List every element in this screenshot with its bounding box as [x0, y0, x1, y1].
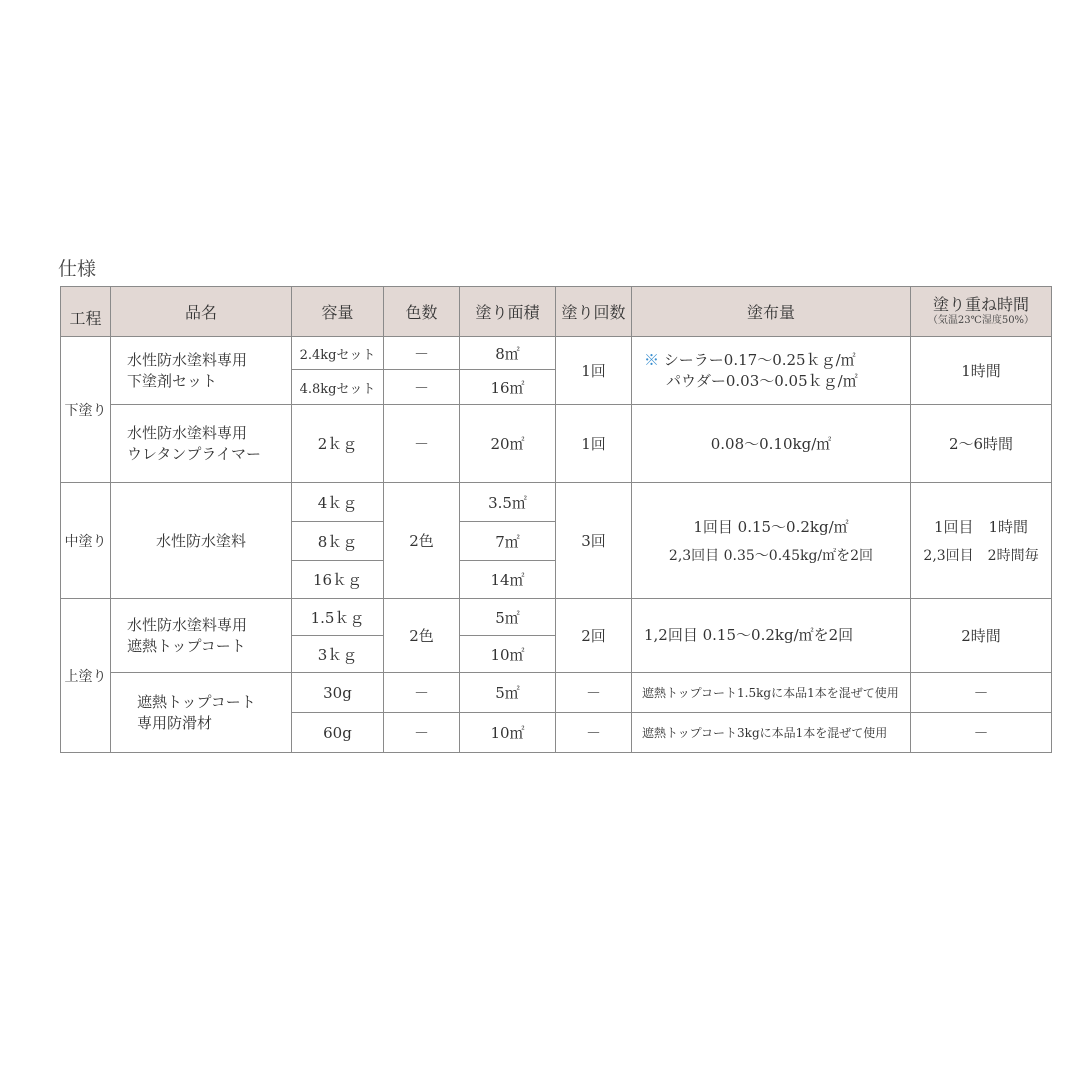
capacity-cell: 3ｋｇ — [292, 636, 384, 673]
colors-cell: 2色 — [384, 483, 460, 599]
area-cell: 10㎡ — [460, 713, 556, 753]
coverage-midcoat — [632, 483, 911, 599]
capacity-cell: 2ｋｇ — [292, 405, 384, 483]
coats-cell: 2回 — [556, 599, 632, 673]
product-heat-shield-line2: 遮熱トップコート — [127, 636, 246, 655]
product-urethane-primer-line1: 水性防水塗料専用 — [127, 423, 248, 442]
capacity-cell: 2.4kgセット — [292, 337, 384, 370]
area-cell: 16㎡ — [460, 370, 556, 405]
header-area: 塗り面積 — [460, 287, 556, 337]
coverage-powder: パウダー0.03～0.05ｋｇ/㎡ — [666, 371, 858, 390]
area-cell: 7㎡ — [460, 522, 556, 561]
coverage-cell: 遮熱トップコート1.5kgに本品1本を混ぜて使用 — [632, 673, 911, 713]
product-urethane-primer — [111, 405, 292, 483]
product-heat-shield — [111, 599, 292, 673]
colors-cell: － — [384, 713, 460, 753]
table-row — [61, 405, 1052, 483]
capacity-cell: 4.8kgセット — [292, 370, 384, 405]
product-primer-set-line2: 下塗剤セット — [127, 371, 218, 390]
colors-cell: － — [384, 673, 460, 713]
area-cell: 20㎡ — [460, 405, 556, 483]
process-undercoat: 下塗り — [61, 337, 111, 483]
table-row — [61, 599, 1052, 636]
coverage-midcoat-line1: 1回目 0.15～0.2kg/㎡ — [693, 517, 849, 536]
table-row — [61, 337, 1052, 370]
recoat-cell: 1時間 — [911, 337, 1052, 405]
capacity-cell: 60g — [292, 713, 384, 753]
coverage-primer-set-line1 — [644, 350, 906, 370]
area-cell: 3.5㎡ — [460, 483, 556, 522]
coverage-primer-set — [632, 337, 911, 405]
coverage-sealer: シーラー0.17～0.25ｋｇ/㎡ — [663, 351, 856, 370]
recoat-midcoat-line2: 2,3回目 2時間毎 — [923, 547, 1039, 564]
colors-cell: 2色 — [384, 599, 460, 673]
coverage-cell: 0.08～0.10kg/㎡ — [632, 405, 911, 483]
coats-cell: 1回 — [556, 405, 632, 483]
product-anti-slip-line2: 専用防滑材 — [137, 713, 213, 732]
capacity-cell: 1.5ｋｇ — [292, 599, 384, 636]
process-topcoat: 上塗り — [61, 599, 111, 753]
product-anti-slip — [111, 673, 292, 753]
product-urethane-primer-line2: ウレタンプライマー — [127, 444, 261, 463]
header-recoat-label: 塗り重ね時間 — [932, 295, 1029, 315]
header-colors: 色数 — [384, 287, 460, 337]
area-cell: 5㎡ — [460, 673, 556, 713]
header-recoat-note: （気温23℃湿度50%） — [927, 315, 1035, 327]
colors-cell: － — [384, 337, 460, 370]
recoat-cell: － — [911, 713, 1052, 753]
header-row — [61, 287, 1052, 337]
coats-cell: 3回 — [556, 483, 632, 599]
header-coverage: 塗布量 — [632, 287, 911, 337]
colors-cell: － — [384, 405, 460, 483]
header-process: 工程 — [61, 287, 111, 337]
process-midcoat: 中塗り — [61, 483, 111, 599]
recoat-midcoat — [911, 483, 1052, 599]
spec-table — [60, 286, 1052, 753]
colors-cell: － — [384, 370, 460, 405]
product-midcoat: 水性防水塗料 — [111, 483, 292, 599]
recoat-cell: 2～6時間 — [911, 405, 1052, 483]
product-anti-slip-line1: 遮熱トップコート — [137, 692, 256, 711]
table-row — [61, 483, 1052, 522]
table-row — [61, 673, 1052, 713]
coverage-cell: 遮熱トップコート3kgに本品1本を混ぜて使用 — [632, 713, 911, 753]
product-primer-set-line1: 水性防水塗料専用 — [127, 350, 248, 369]
product-primer-set — [111, 337, 292, 405]
area-cell: 14㎡ — [460, 561, 556, 599]
page-title: 仕様 — [58, 258, 97, 280]
recoat-midcoat-line1: 1回目 1時間 — [933, 517, 1029, 536]
recoat-cell: － — [911, 673, 1052, 713]
recoat-cell: 2時間 — [911, 599, 1052, 673]
capacity-cell: 30g — [292, 673, 384, 713]
coverage-midcoat-line2: 2,3回目 0.35～0.45kg/㎡を2回 — [668, 547, 874, 564]
coverage-cell: 1,2回目 0.15～0.2kg/㎡を2回 — [632, 599, 911, 673]
coats-cell: 1回 — [556, 337, 632, 405]
header-recoat — [911, 287, 1052, 337]
header-coats: 塗り回数 — [556, 287, 632, 337]
area-cell: 10㎡ — [460, 636, 556, 673]
area-cell: 8㎡ — [460, 337, 556, 370]
product-heat-shield-line1: 水性防水塗料専用 — [127, 615, 248, 634]
capacity-cell: 16ｋｇ — [292, 561, 384, 599]
area-cell: 5㎡ — [460, 599, 556, 636]
note-mark: ※ — [644, 351, 660, 370]
coats-cell: － — [556, 673, 632, 713]
capacity-cell: 4ｋｇ — [292, 483, 384, 522]
capacity-cell: 8ｋｇ — [292, 522, 384, 561]
coats-cell: － — [556, 713, 632, 753]
header-capacity: 容量 — [292, 287, 384, 337]
header-product: 品名 — [111, 287, 292, 337]
